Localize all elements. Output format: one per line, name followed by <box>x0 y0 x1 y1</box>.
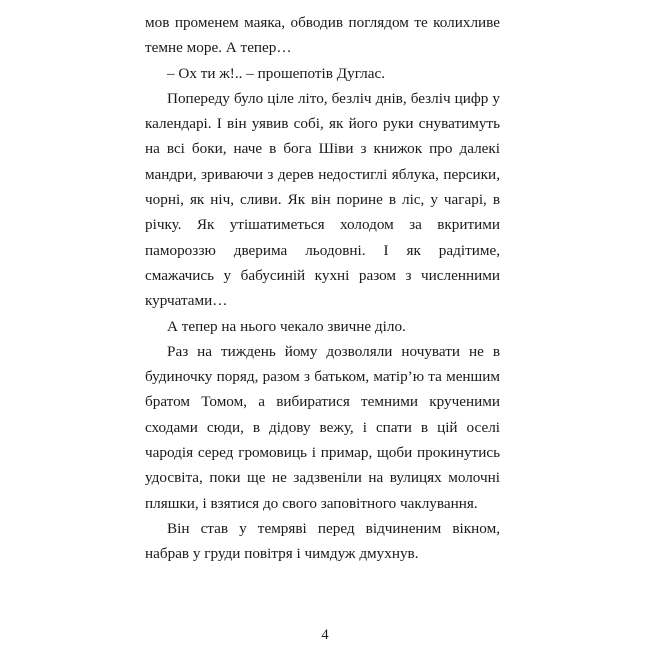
page-text-body <box>145 10 500 567</box>
paragraph: Попереду було ціле літо, безліч днів, безліч цифр у календарі. І він уявив собі, як його руки снуватимуть на всі боки, наче в бога Шіви з книжок про далекі мандри, зриваючи з дерев недостиглі яблука, персики, чорні, як ніч, сливи. Як він порине в ліс, у чагарі, в річку. Як утішатиметься холодом за вкритими памороззю дверима льодовні. І як радітиме, смажачись у бабусиній кухні разом з численними курчатами… <box>145 89 500 310</box>
paragraph: мов променем маяка, обводив поглядом те колихливе темне море. А тепер… <box>145 14 500 57</box>
paragraph: А тепер на нього чекало звичне діло. <box>167 317 406 335</box>
paragraph: Він став у темряві перед відчиненим вікном, набрав у груди повітря і чимдуж дмухнув. <box>145 519 500 563</box>
paragraph: Раз на тиждень йому дозволяли ночувати не в будиночку поряд, разом з батьком, матір’ю та меншим братом Томом, а вибиратися темними крученими сходами сюди, в дідову вежу, і спати в цій оселі чародія серед громовиць і примар, щоби прокинутись удосвіта, поки ще не задзвеніли на вулицях молочні пляшки, і взятися до свого заповітного чаклування. <box>145 342 500 512</box>
paragraph: – Ох ти ж!.. – прошепотів Дуглас. <box>167 64 386 82</box>
page-number: 4 <box>321 627 329 643</box>
